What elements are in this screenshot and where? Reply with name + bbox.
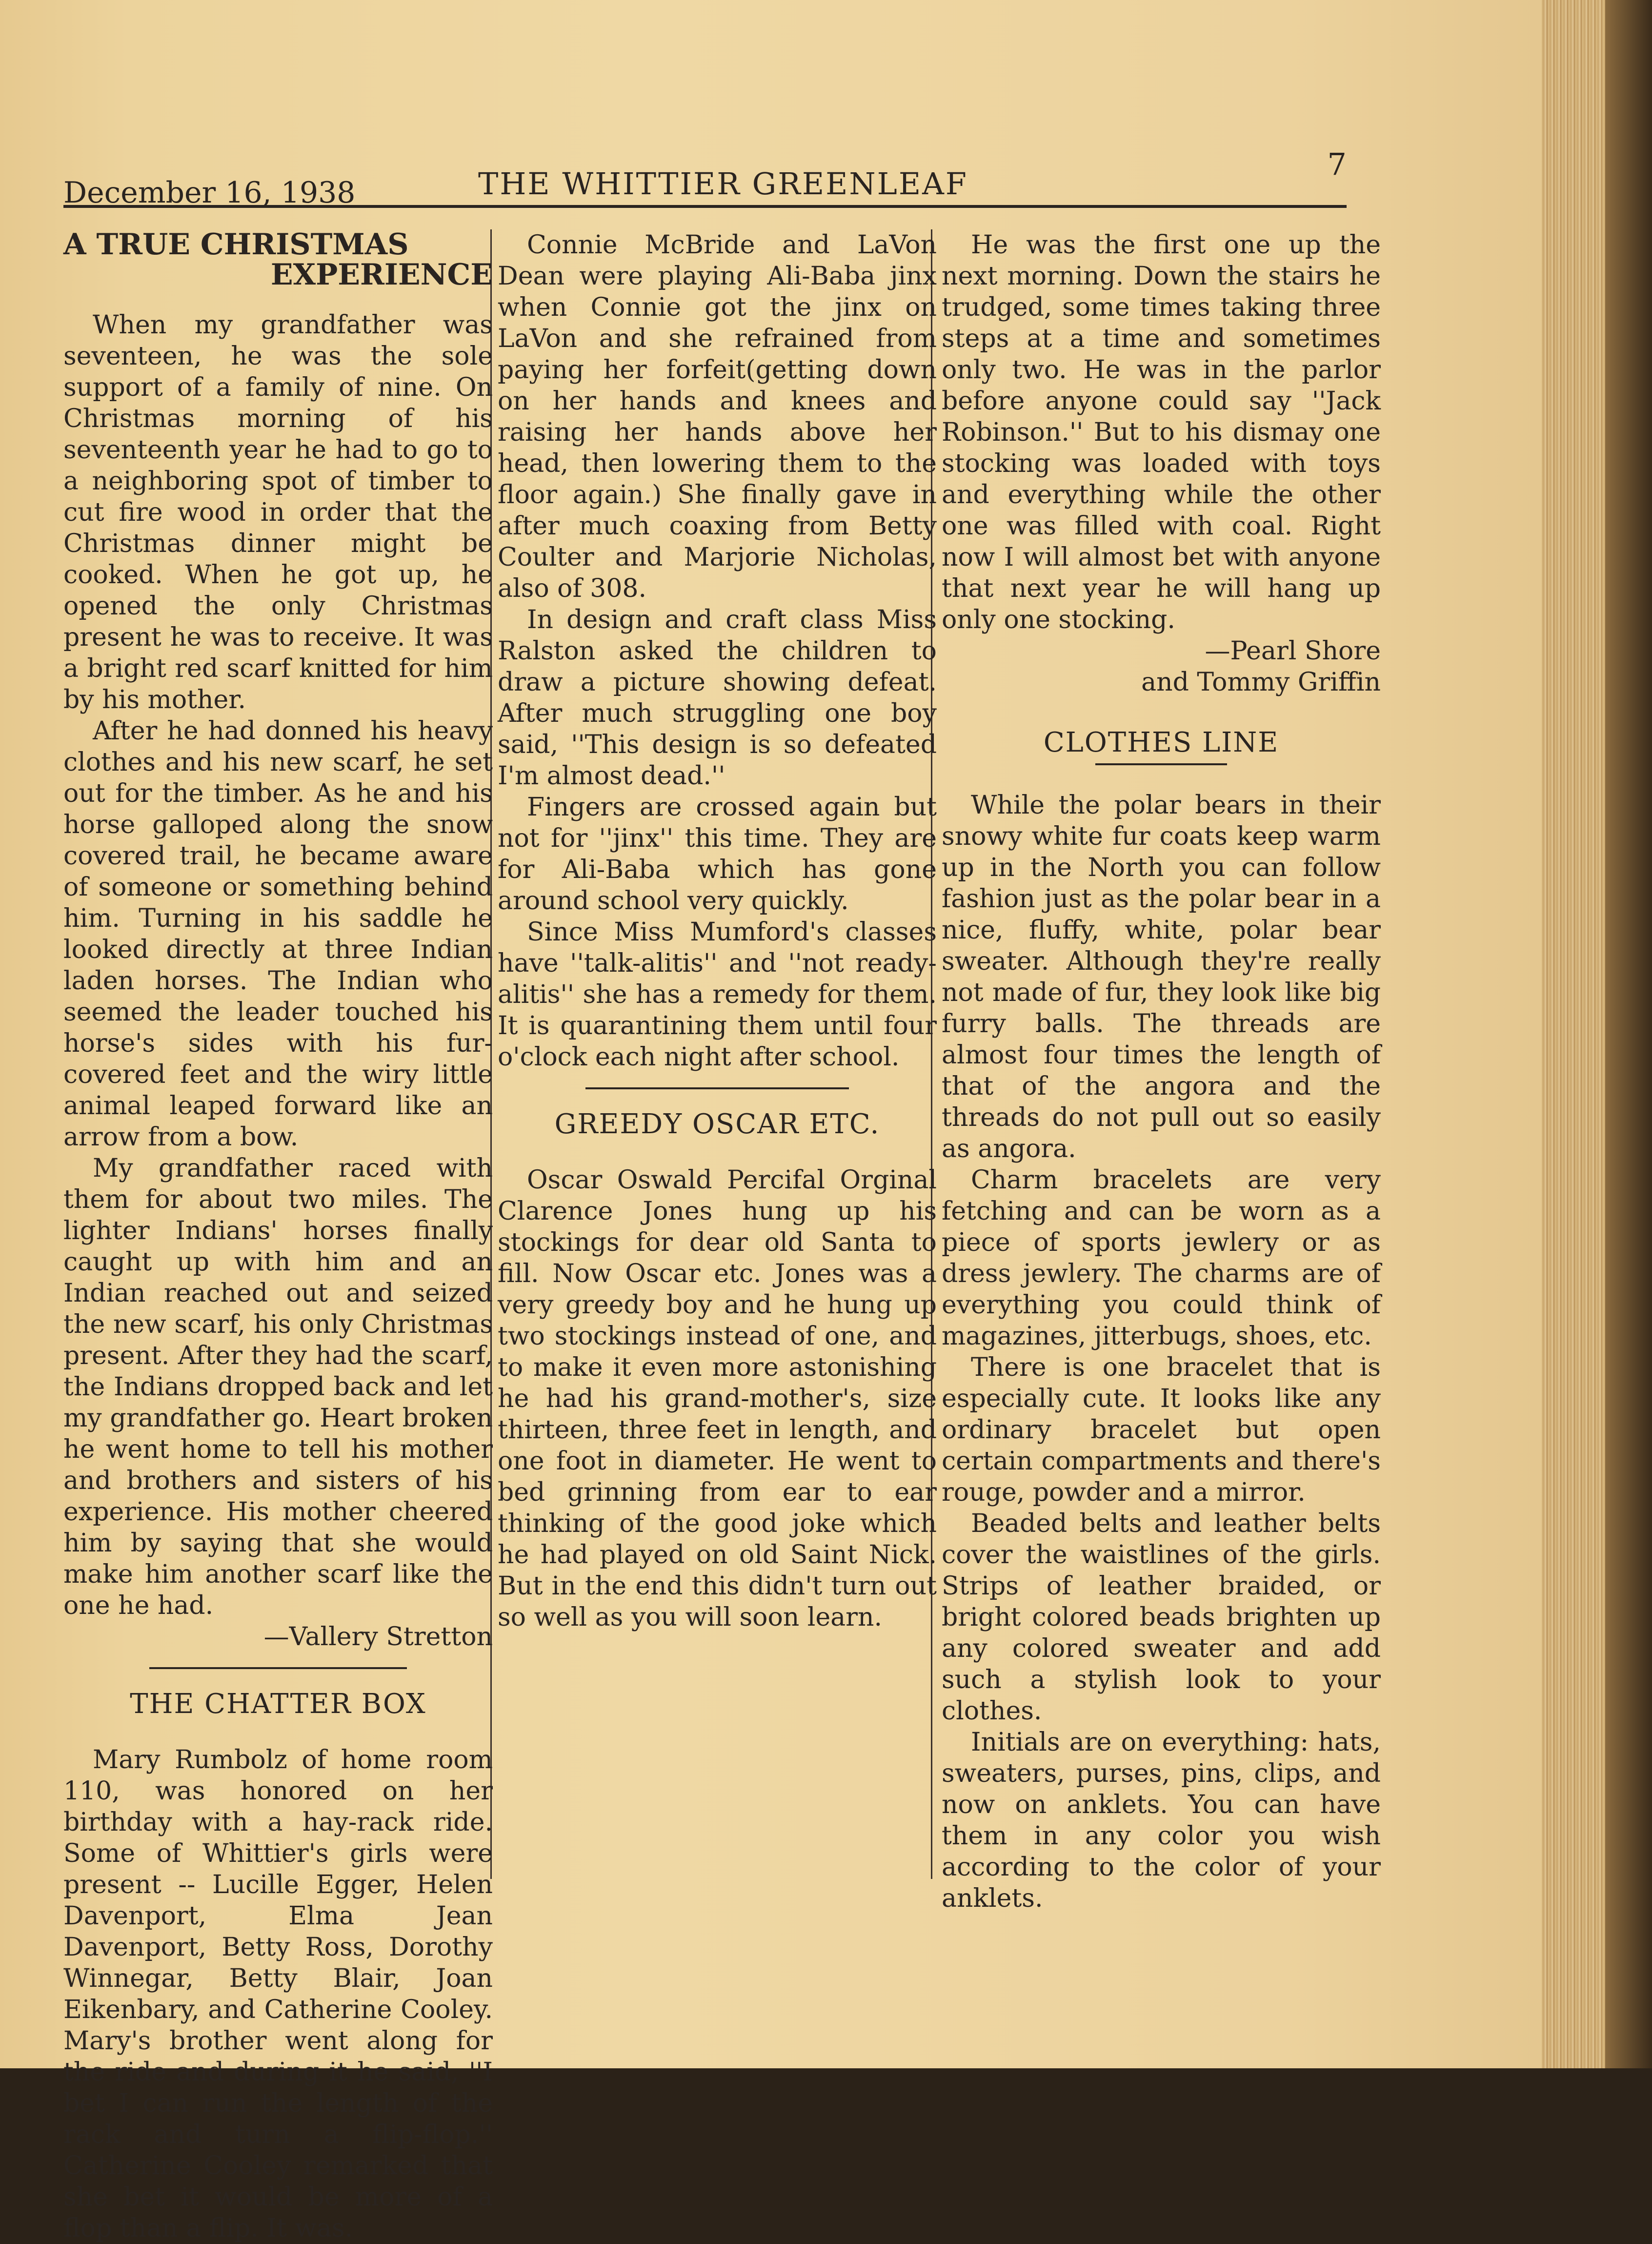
article-paragraph: There is one bracelet that is especially cute. It looks like any ordinary bracelet but open certain compartments and there's rouge, powder and a mirror. [942,1353,1381,1507]
article-title: THE CHATTER BOX [130,1688,426,1720]
article-title: GREEDY OSCAR ETC. [554,1108,880,1140]
article-paragraph: Mary Rumbolz of home room 110, was honored on her birthday with a hay-rack ride. Some of Whittier's girls were present -- Lucille Egger, Helen Davenport, Elma Jean Davenport, Betty Ross, Dorothy Winnegar, Betty Blair, Joan Eikenbary, and Catherine Cooley. Mary's brother went along for the ride and during it he said, ''I bet I can run the length of the rack and turn a flip-flop.'' Catherine Cooley remarked that she bet it would be more of a flop than a flip. It was. [63,1745,493,2243]
article-paragraph: After he had donned his heavy clothes and his new scarf, he set out for the timber. As he and his horse galloped along the snow covered trail, he became aware of someone or something behind him. Turning in his saddle he looked directly at three Indian laden horses. The Indian who seemed the leader touched his horse's sides with his fur-covered feet and the wiry little animal leaped forward like an arrow from a bow. [63,716,493,1152]
article-paragraph: My grandfather raced with them for about two miles. The lighter Indians' horses finally caught up with him and an Indian reached out and seized the new scarf, his only Christmas present. After they had the scarf, the Indians dropped back and let my grandfather go. Heart broken he went home to tell his mother and brothers and sisters of his experience. His mother cheered him by saying that she would make him another scarf like the one he had. [63,1154,493,1620]
article-title: CLOTHES LINE [1043,727,1279,758]
article-paragraph: Charm bracelets are very fetching and can be worn as a piece of sports jewlery or as dress jewlery. The charms are of everything you could think of magazines, jitterbugs, shoes, etc. [942,1165,1381,1351]
section-rule [149,1667,407,1669]
column-3 [942,229,1381,1914]
article-title-line: A TRUE CHRISTMAS [63,227,409,262]
article-paragraph: Since Miss Mumford's classes have ''talk-alitis'' and ''not ready-alitis'' she has a remedy for them. It is quarantining them until four o'clock each night after school. [498,918,937,1072]
page-number: 7 [1327,146,1347,182]
article-paragraph: Beaded belts and leather belts cover the waistlines of the girls. Strips of leather braided, or bright colored beads brighten up any colored sweater and add such a stylish look to your clothes. [942,1509,1381,1726]
article-title-line: EXPERIENCE [270,258,493,292]
article-paragraph: Oscar Oswald Percifal Orginal Clarence Jones hung up his stockings for dear old Santa to fill. Now Oscar etc. Jones was a very greedy boy and he hung up two stockings instead of one, and to make it even more astonishing he had his grand-mother's, size thirteen, three feet in length, and one foot in diameter. He went to bed grinning from ear to ear thinking of the good joke which he had played on old Saint Nick. But in the end this didn't turn out so well as you will soon learn. [498,1165,937,1632]
section-rule [585,1087,849,1089]
issue-date: December 16, 1938 [63,176,356,210]
newspaper-title: THE WHITTIER GREENLEAF [478,166,968,202]
article-paragraph: Initials are on everything: hats, sweaters, purses, pins, clips, and now on anklets. You can have them in any color you wish according to the color of your anklets. [942,1728,1381,1913]
column-1 [63,229,493,2244]
page-header [63,146,1347,208]
article-paragraph: In design and craft class Miss Ralston asked the children to draw a picture showing defeat. After much struggling one boy said, ''This design is so defeated I'm almost dead.'' [498,605,937,791]
article-byline: —Vallery Stretton [263,1622,493,1652]
article-paragraph: When my grandfather was seventeen, he was the sole support of a family of nine. On Christmas morning of his seventeenth year he had to go to a neighboring spot of timber to cut fire wood in order that the Christmas dinner might be cooked. When he got up, he opened the only Christmas present he was to receive. It was a bright red scarf knitted for him by his mother. [63,310,493,714]
article-byline: and Tommy Griffin [1141,668,1381,697]
column-2 [498,229,937,1633]
article-paragraph: Connie McBride and LaVon Dean were playing Ali-Baba jinx when Connie got the jinx on LaVon and she refrained from paying her forfeit(getting down on her hands and knees and raising her hands above her head, then lowering them to the floor again.) She finally gave in after much coaxing from Betty Coulter and Marjorie Nicholas, also of 308. [498,230,937,603]
article-paragraph: Fingers are crossed again but not for ''jinx'' this time. They are for Ali-Baba which has gone around school very quickly. [498,793,937,916]
article-byline: —Pearl Shore [1205,636,1381,666]
article-paragraph: While the polar bears in their snowy white fur coats keep warm up in the North you can follow fashion just as the polar bear in a nice, fluffy, white, polar bear sweater. Although they're really not made of fur, they look like big furry balls. The threads are almost four times the length of that of the angora and the threads do not pull out so easily as angora. [942,791,1381,1163]
article-paragraph: He was the first one up the next morning. Down the stairs he trudged, some times taking three steps at a time and sometimes only two. He was in the parlor before anyone could say ''Jack Robinson.'' But to his dismay one stocking was loaded with toys and everything while the other one was filled with coal. Right now I will almost bet with anyone that next year he will hang up only one stocking. [942,230,1381,634]
section-rule [1095,763,1227,765]
binding-shadow [1605,0,1652,2068]
article-title [63,229,493,290]
